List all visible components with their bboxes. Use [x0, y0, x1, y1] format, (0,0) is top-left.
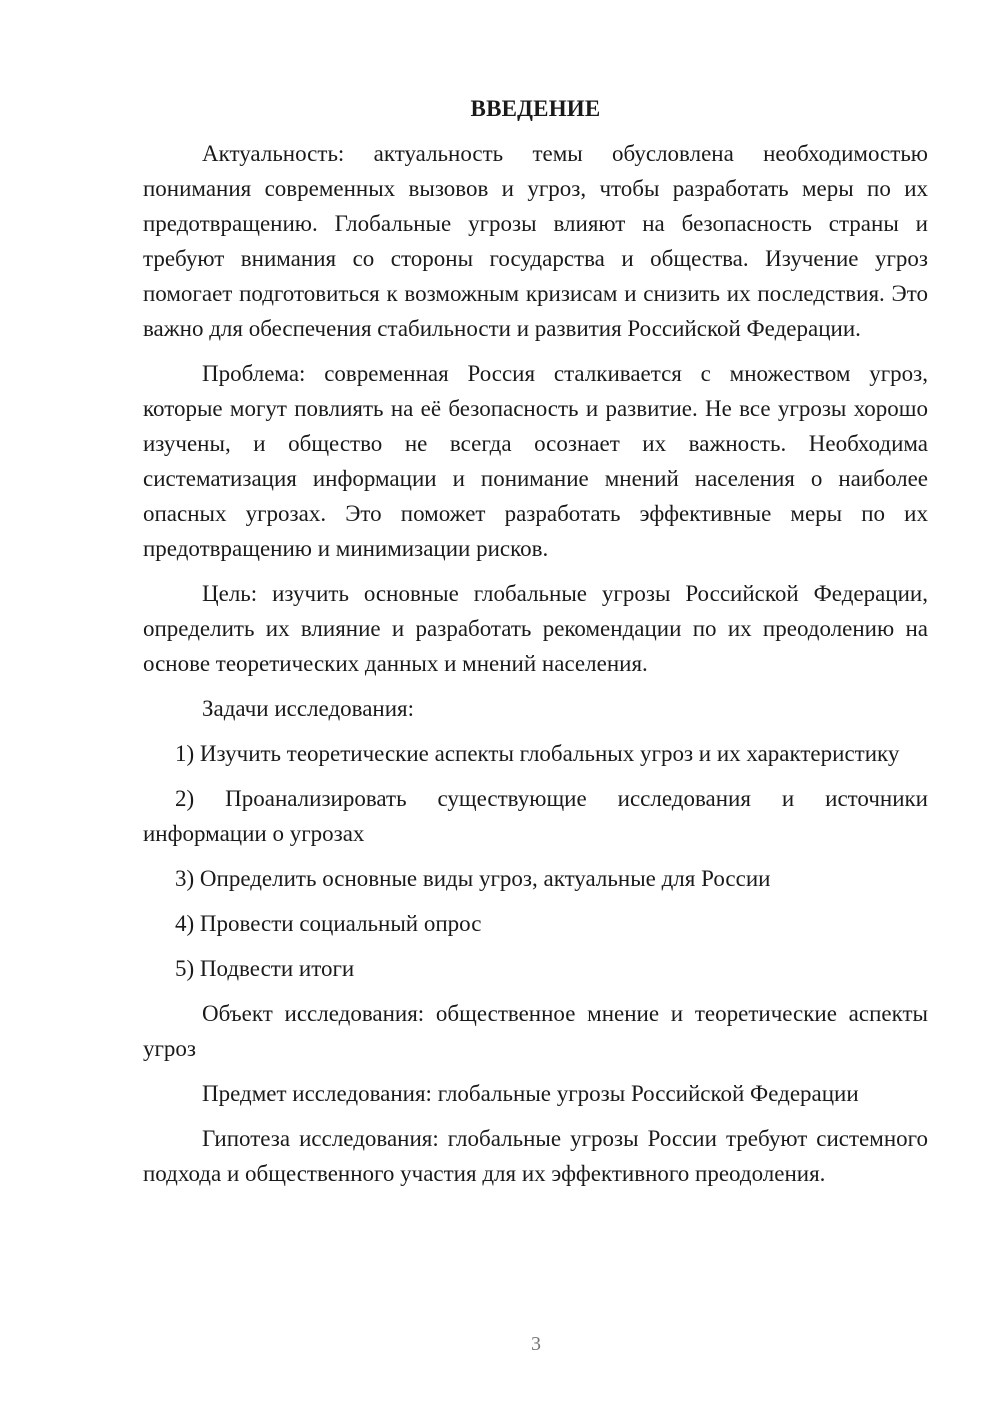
- task-item-3: 3) Определить основные виды угроз, актуальные для России: [175, 866, 771, 891]
- goal-paragraph: Цель: изучить основные глобальные угрозы Российской Федерации, определить их влияние и разработать рекомендации по их преодолению на основе теоретических данных и мнений населения.: [143, 581, 928, 676]
- task-item-2: 2) Проанализировать существующие исследования и источники информации о угрозах: [143, 786, 928, 846]
- subject-paragraph: Предмет исследования: глобальные угрозы Российской Федерации: [202, 1081, 859, 1106]
- task-item-5: 5) Подвести итоги: [175, 956, 355, 981]
- task-item-1: 1) Изучить теоретические аспекты глобальных угроз и их характеристику: [175, 741, 900, 766]
- hypothesis-paragraph: Гипотеза исследования: глобальные угрозы России требуют системного подхода и общественного участия для их эффективного преодоления.: [143, 1126, 928, 1186]
- problem-paragraph: Проблема: современная Россия сталкивается с множеством угроз, которые могут повлиять на её безопасность и развитие. Не все угрозы хорошо изучены, и общество не всегда осознает их важность. Необходима систематизация информации и понимание мнений населения о наиболее опасных угрозах. Это поможет разработать эффективные меры по их предотвращению и минимизации рисков.: [143, 361, 928, 561]
- tasks-title: Задачи исследования:: [202, 696, 415, 721]
- object-paragraph: Объект исследования: общественное мнение и теоретические аспекты угроз: [143, 1001, 928, 1061]
- relevance-paragraph: Актуальность: актуальность темы обусловлена необходимостью понимания современных вызовов и угроз, чтобы разработать меры по их предотвращению. Глобальные угрозы влияют на безопасность страны и требуют внимания со стороны государства и общества. Изучение угроз помогает подготовиться к возможным кризисам и снизить их последствия. Это важно для обеспечения стабильности и развития Российской Федерации.: [143, 141, 928, 341]
- document-page: [143, 92, 928, 1191]
- task-item-4: 4) Провести социальный опрос: [175, 911, 482, 936]
- page-number: 3: [531, 1333, 541, 1355]
- page-title: ВВЕДЕНИЕ: [470, 96, 601, 121]
